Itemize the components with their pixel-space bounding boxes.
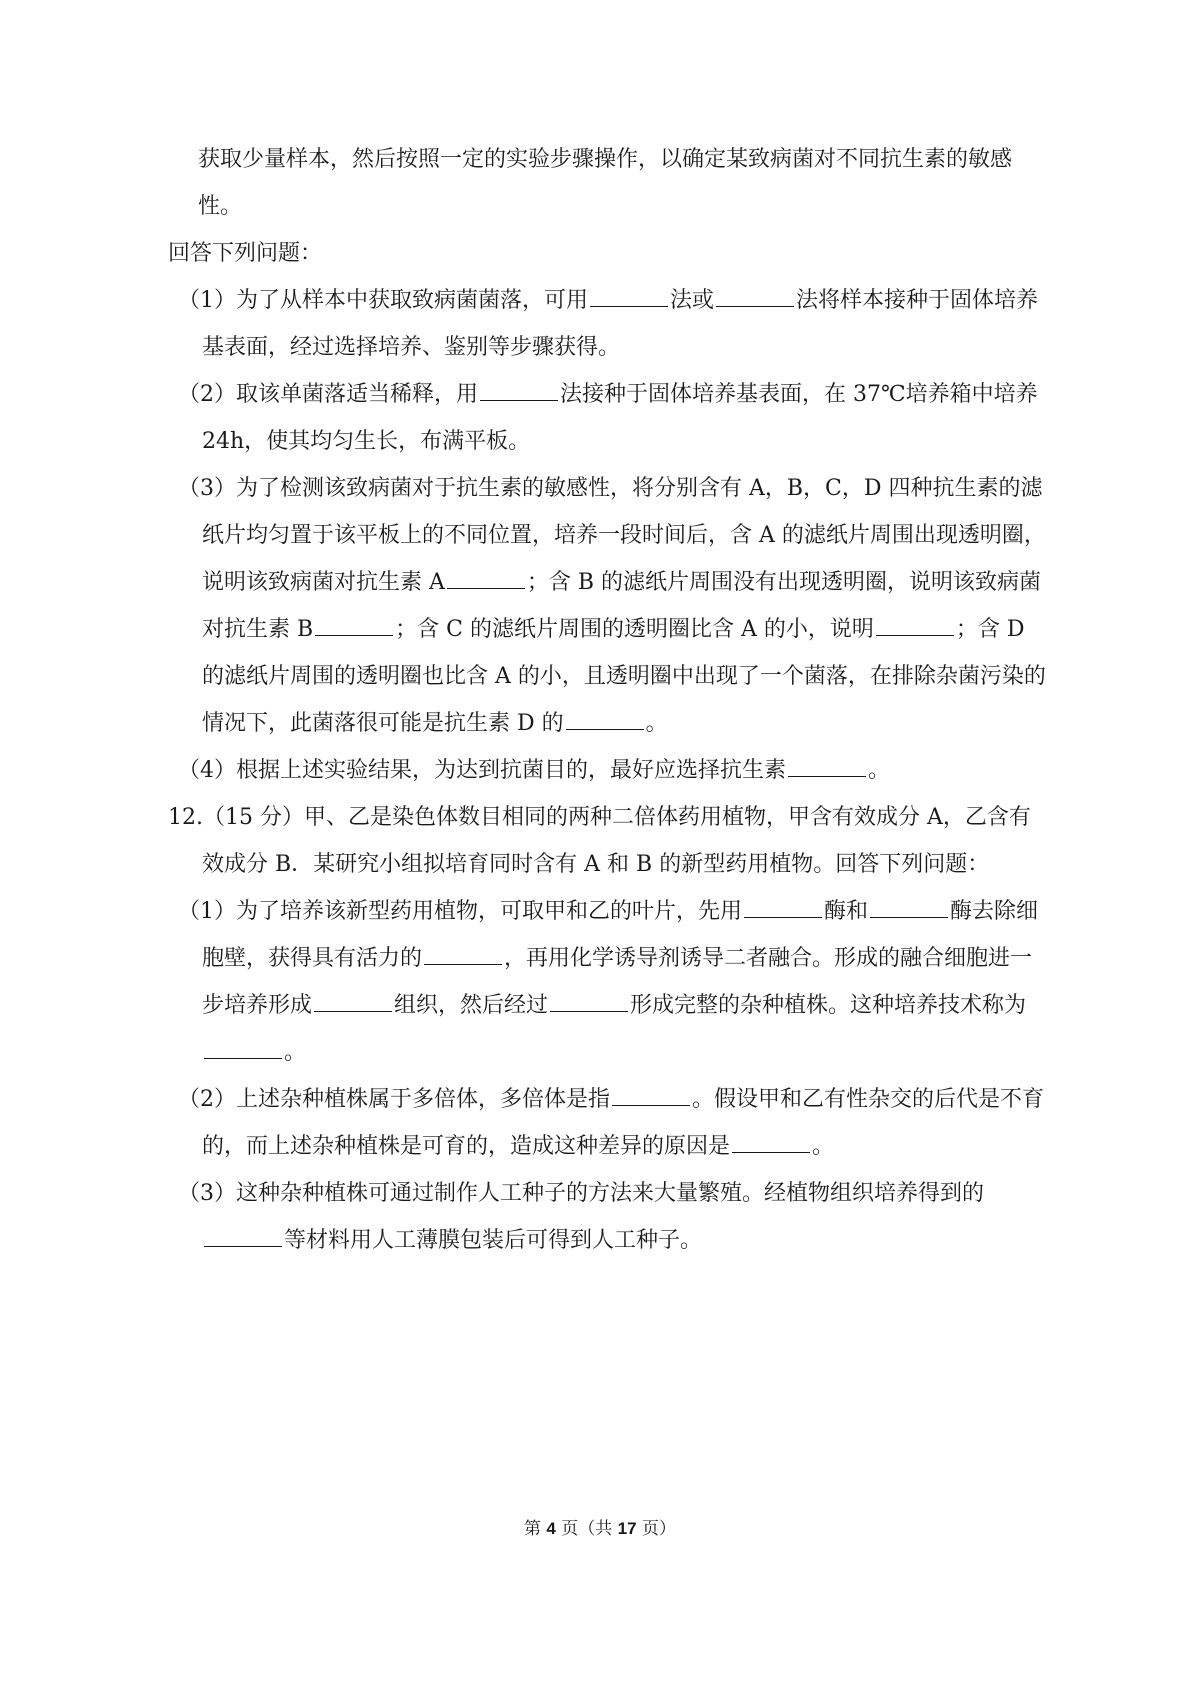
q12-part-2-text-b: 。假设甲和乙有性杂交的后代是不育的，而上述杂种植株是可育的，造成这种差异的原因是 xyxy=(202,1087,1045,1159)
q12-part-1-text-c: 酶去除细胞壁，获得具有活力的 xyxy=(202,899,1039,971)
answer-blank[interactable] xyxy=(566,703,644,730)
answer-blank[interactable] xyxy=(612,1079,690,1106)
q12-part-2 xyxy=(168,1076,1048,1170)
total-pages: 17 xyxy=(617,1519,637,1538)
q12-part-1-text-a: （1）为了培养该新型药用植物，可取甲和乙的叶片，先用 xyxy=(178,899,742,924)
answer-blank[interactable] xyxy=(204,1032,282,1059)
answer-blank[interactable] xyxy=(732,1126,810,1153)
q11-part-3-text-e: 。 xyxy=(645,711,668,736)
answer-blank[interactable] xyxy=(716,280,794,307)
q12-part-1-text-f: 形成完整的杂种植株。这种培养技术称为 xyxy=(630,993,1027,1018)
q11-part-1-text-b: 法或 xyxy=(670,288,715,313)
q12-part-2-text-c: 。 xyxy=(812,1134,835,1159)
page-number: 4 xyxy=(546,1519,556,1538)
answer-blank[interactable] xyxy=(744,891,822,918)
q12-stem-text: 12.（15 分）甲、乙是染色体数目相同的两种二倍体药用植物，甲含有效成分 A，乙含有效成分 B．某研究小组拟培育同时含有 A 和 B 的新型药用植物。回答下列问题： xyxy=(168,805,1031,877)
answer-blank[interactable] xyxy=(870,891,948,918)
q12-stem xyxy=(168,794,1048,888)
q11-part-3-text-b: ；含 B 的滤纸片周围没有出现透明圈，说明该致病菌对抗生素 B xyxy=(202,570,1042,642)
q11-part-3 xyxy=(168,465,1048,747)
q11-part-2-text-b: 法接种于固体培养基表面，在 37℃培养箱中培养 24h，使其均匀生长，布满平板。 xyxy=(202,382,1038,454)
q11-part-4 xyxy=(168,747,1048,794)
answer-blank[interactable] xyxy=(204,1220,282,1247)
q11-part-1-text-c: 法将样本接种于固体培养基表面，经过选择培养、鉴别等步骤获得。 xyxy=(202,288,1039,360)
q11-part-3-text-c: ；含 C 的滤纸片周围的透明圈比含 A 的小，说明 xyxy=(395,617,874,642)
footer-mid: 页（共 xyxy=(561,1519,613,1539)
footer-suffix: 页） xyxy=(642,1519,676,1539)
answer-blank[interactable] xyxy=(788,750,866,777)
answer-blank[interactable] xyxy=(447,562,525,589)
answer-blank[interactable] xyxy=(550,985,628,1012)
page-content xyxy=(168,136,1048,1264)
footer-prefix: 第 xyxy=(523,1519,541,1539)
q11-part-3-text-d: ；含 D 的滤纸片周围的透明圈也比含 A 的小，且透明圈中出现了一个菌落，在排除杂菌污染的情况下，此菌落很可能是抗生素 D 的 xyxy=(202,617,1046,736)
answer-blank[interactable] xyxy=(590,280,668,307)
answer-blank[interactable] xyxy=(876,609,954,636)
q12-part-3 xyxy=(168,1170,1048,1264)
q12-part-3-text-a: （3）这种杂种植株可通过制作人工种子的方法来大量繁殖。经植物组织培养得到的 xyxy=(178,1181,984,1206)
q12-part-1-text-g: 。 xyxy=(284,1040,307,1065)
q11-part-1 xyxy=(168,277,1048,371)
q11-part-2-text-a: （2）取该单菌落适当稀释，用 xyxy=(178,382,478,407)
answer-blank[interactable] xyxy=(315,609,393,636)
q12-part-1-text-e: 组织，然后经过 xyxy=(394,993,549,1018)
answer-blank[interactable] xyxy=(480,374,558,401)
q11-part-2 xyxy=(168,371,1048,465)
q12-part-2-text-a: （2）上述杂种植株属于多倍体，多倍体是指 xyxy=(178,1087,610,1112)
answer-blank[interactable] xyxy=(314,985,392,1012)
q12-part-1 xyxy=(168,888,1048,1076)
q12-part-1-text-b: 酶和 xyxy=(824,899,869,924)
q12-part-1-text-d: ，再用化学诱导剂诱导二者融合。形成的融合细胞进一步培养形成 xyxy=(202,946,1033,1018)
q11-part-3-text-a: （3）为了检测该致病菌对于抗生素的敏感性，将分别含有 A，B，C，D 四种抗生素的滤纸片均匀置于该平板上的不同位置，培养一段时间后，含 A 的滤纸片周围出现透明圈，说明该致病菌对抗生素 A xyxy=(178,476,1046,595)
answer-blank[interactable] xyxy=(424,938,502,965)
q11-part-1-text-a: （1）为了从样本中获取致病菌菌落，可用 xyxy=(178,288,588,313)
page-footer xyxy=(0,1514,1200,1539)
q11-part-4-text-b: 。 xyxy=(868,758,891,783)
q11-prompt: 回答下列问题： xyxy=(168,241,323,266)
q11-continuation-text: 获取少量样本，然后按照一定的实验步骤操作，以确定某致病菌对不同抗生素的敏感性。 xyxy=(198,147,1013,219)
q12-part-3-text-b: 等材料用人工薄膜包装后可得到人工种子。 xyxy=(284,1228,703,1253)
q11-part-4-text-a: （4）根据上述实验结果，为达到抗菌目的，最好应选择抗生素 xyxy=(178,758,786,783)
q11-continuation xyxy=(168,136,1048,230)
